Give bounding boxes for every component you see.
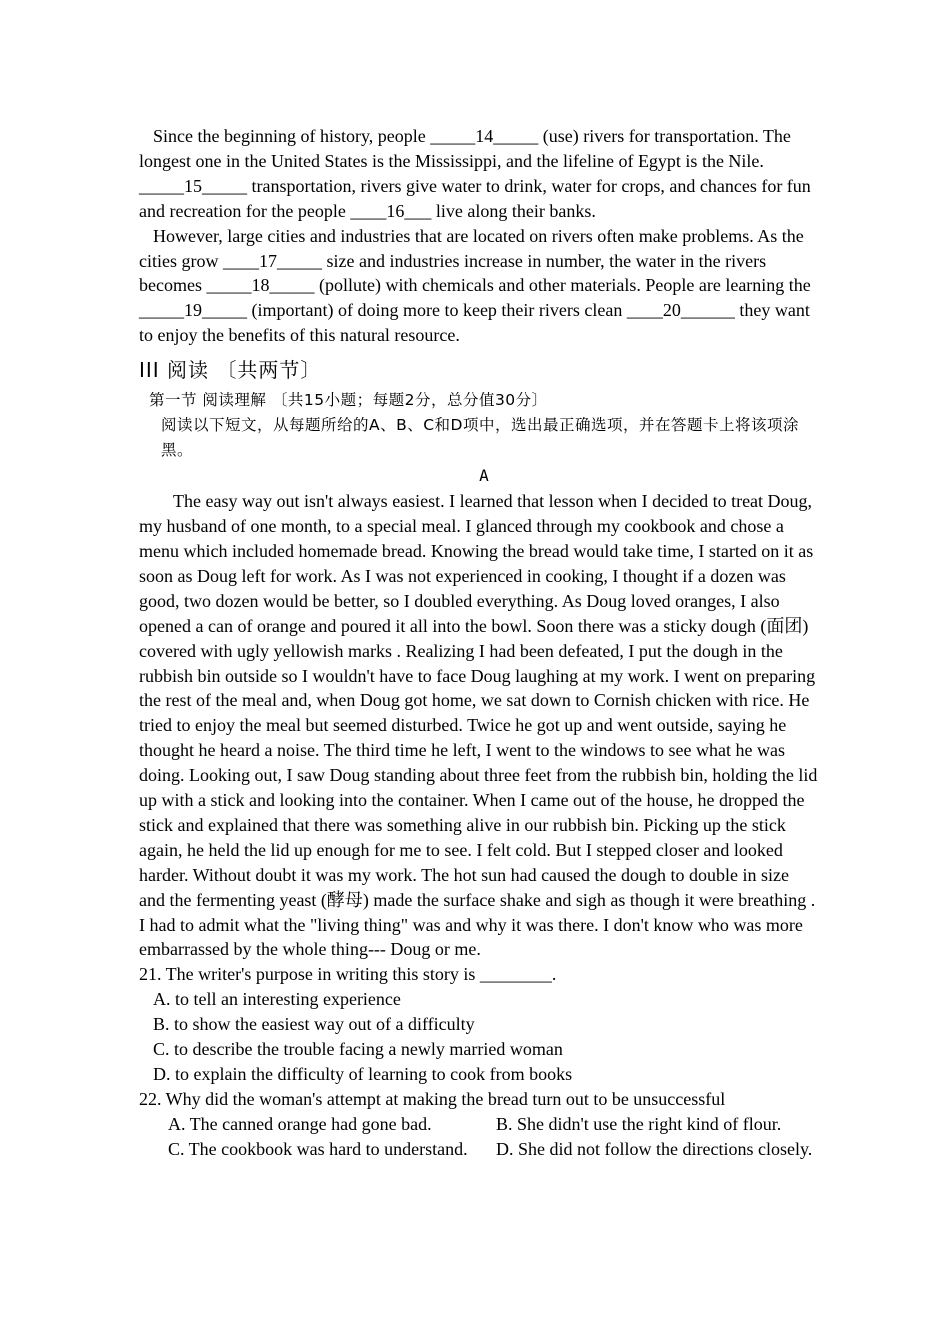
option-a: A. The canned orange had gone bad. xyxy=(168,1113,432,1134)
question-21 xyxy=(139,962,819,1087)
option-d: D. to explain the difficulty of learning to cook from books xyxy=(153,1064,573,1084)
options-row-2 xyxy=(139,1137,819,1162)
option-d: D. She did not follow the directions closely. xyxy=(496,1138,813,1159)
question-stem: 22. Why did the woman's attempt at making the bread turn out to be unsuccessful xyxy=(139,1088,726,1109)
option-c: C. The cookbook was hard to understand. xyxy=(168,1138,468,1159)
option-b: B. to show the easiest way out of a difficulty xyxy=(153,1014,475,1035)
option-a: A. to tell an interesting experience xyxy=(153,989,401,1010)
question-22 xyxy=(139,1087,819,1162)
exam-page xyxy=(139,124,819,1162)
cloze-paragraph-1: Since the beginning of history, people _____14_____ (use) rivers for transportation. The longest one in the United States is the Mississippi, and the lifeline of Egypt is the Nile. _____15_____ transportation, rivers give water to drink, water for crops, and chances for fun and recreation for the people ____16___ live along their banks. xyxy=(139,126,811,221)
passage-text: The easy way out isn't always easiest. I learned that lesson when I decided to treat Doug, my husband of one month, to a special meal. I glanced through my cookbook and chose a menu which included homemade bread. Knowing the bread would take time, I started on it as soon as Doug left for work. As I was not experienced in cooking, I thought if a dozen was good, two dozen would be better, so I doubled everything. As Doug loved oranges, I also opened a can of orange and poured it all into the bowl. Soon there was a sticky dough (面团) covered with ugly yellowish marks . Realizing I had been defeated, I put the dough in the rubbish bin outside so I wouldn't have to face Doug laughing at my work. I went on preparing the rest of the meal and, when Doug got home, we sat down to Cornish chicken with rice. He tried to enjoy the meal but seemed disturbed. Twice he got up and went outside, saying he thought he heard a noise. The third time he left, I went to the windows to see what he was doing. Looking out, I saw Doug standing about three feet from the rubbish bin, holding the lid up with a stick and looking into the container. When I came out of the house, he dropped the stick and explained that there was something alive in our rubbish bin. Picking up the stick again, he held the lid up enough for me to see. I felt cold. But I stepped closer and looked harder. Without doubt it was my work. The hot sun had caused the dough to double in size and the fermenting yeast (酵母) made the surface shake and sigh as though it were breathing . I had to admit what the "living thing" was and why it was there. I don't know who was more embarrassed by the whole thing--- Doug or me. xyxy=(139,491,818,960)
section-title: III 阅读 〔共两节〕 xyxy=(139,358,322,383)
instruction-text: 阅读以下短文，从每题所给的A、B、C和D项中，选出最正确选项，并在答题卡上将该项涂黑。 xyxy=(161,416,799,460)
question-stem: 21. The writer's purpose in writing this story is ________. xyxy=(139,964,557,985)
option-b: B. She didn't use the right kind of flour. xyxy=(496,1113,782,1134)
cloze-paragraph-2: However, large cities and industries that are located on rivers often make problems. As the cities grow ____17_____ size and industries increase in number, the water in the rivers becomes _____18_____ (pollute) with chemicals and other materials. People are learning the _____19_____ (important) of doing more to keep their rivers clean ____20______ they want to enjoy the benefits of this natural resource. xyxy=(139,225,811,346)
part-title: 第一节 阅读理解 〔共15小题；每题2分，总分值30分〕 xyxy=(149,391,548,410)
options-row-1 xyxy=(139,1112,819,1137)
option-c: C. to describe the trouble facing a newly married woman xyxy=(153,1039,563,1060)
passage-label: A xyxy=(479,466,489,486)
